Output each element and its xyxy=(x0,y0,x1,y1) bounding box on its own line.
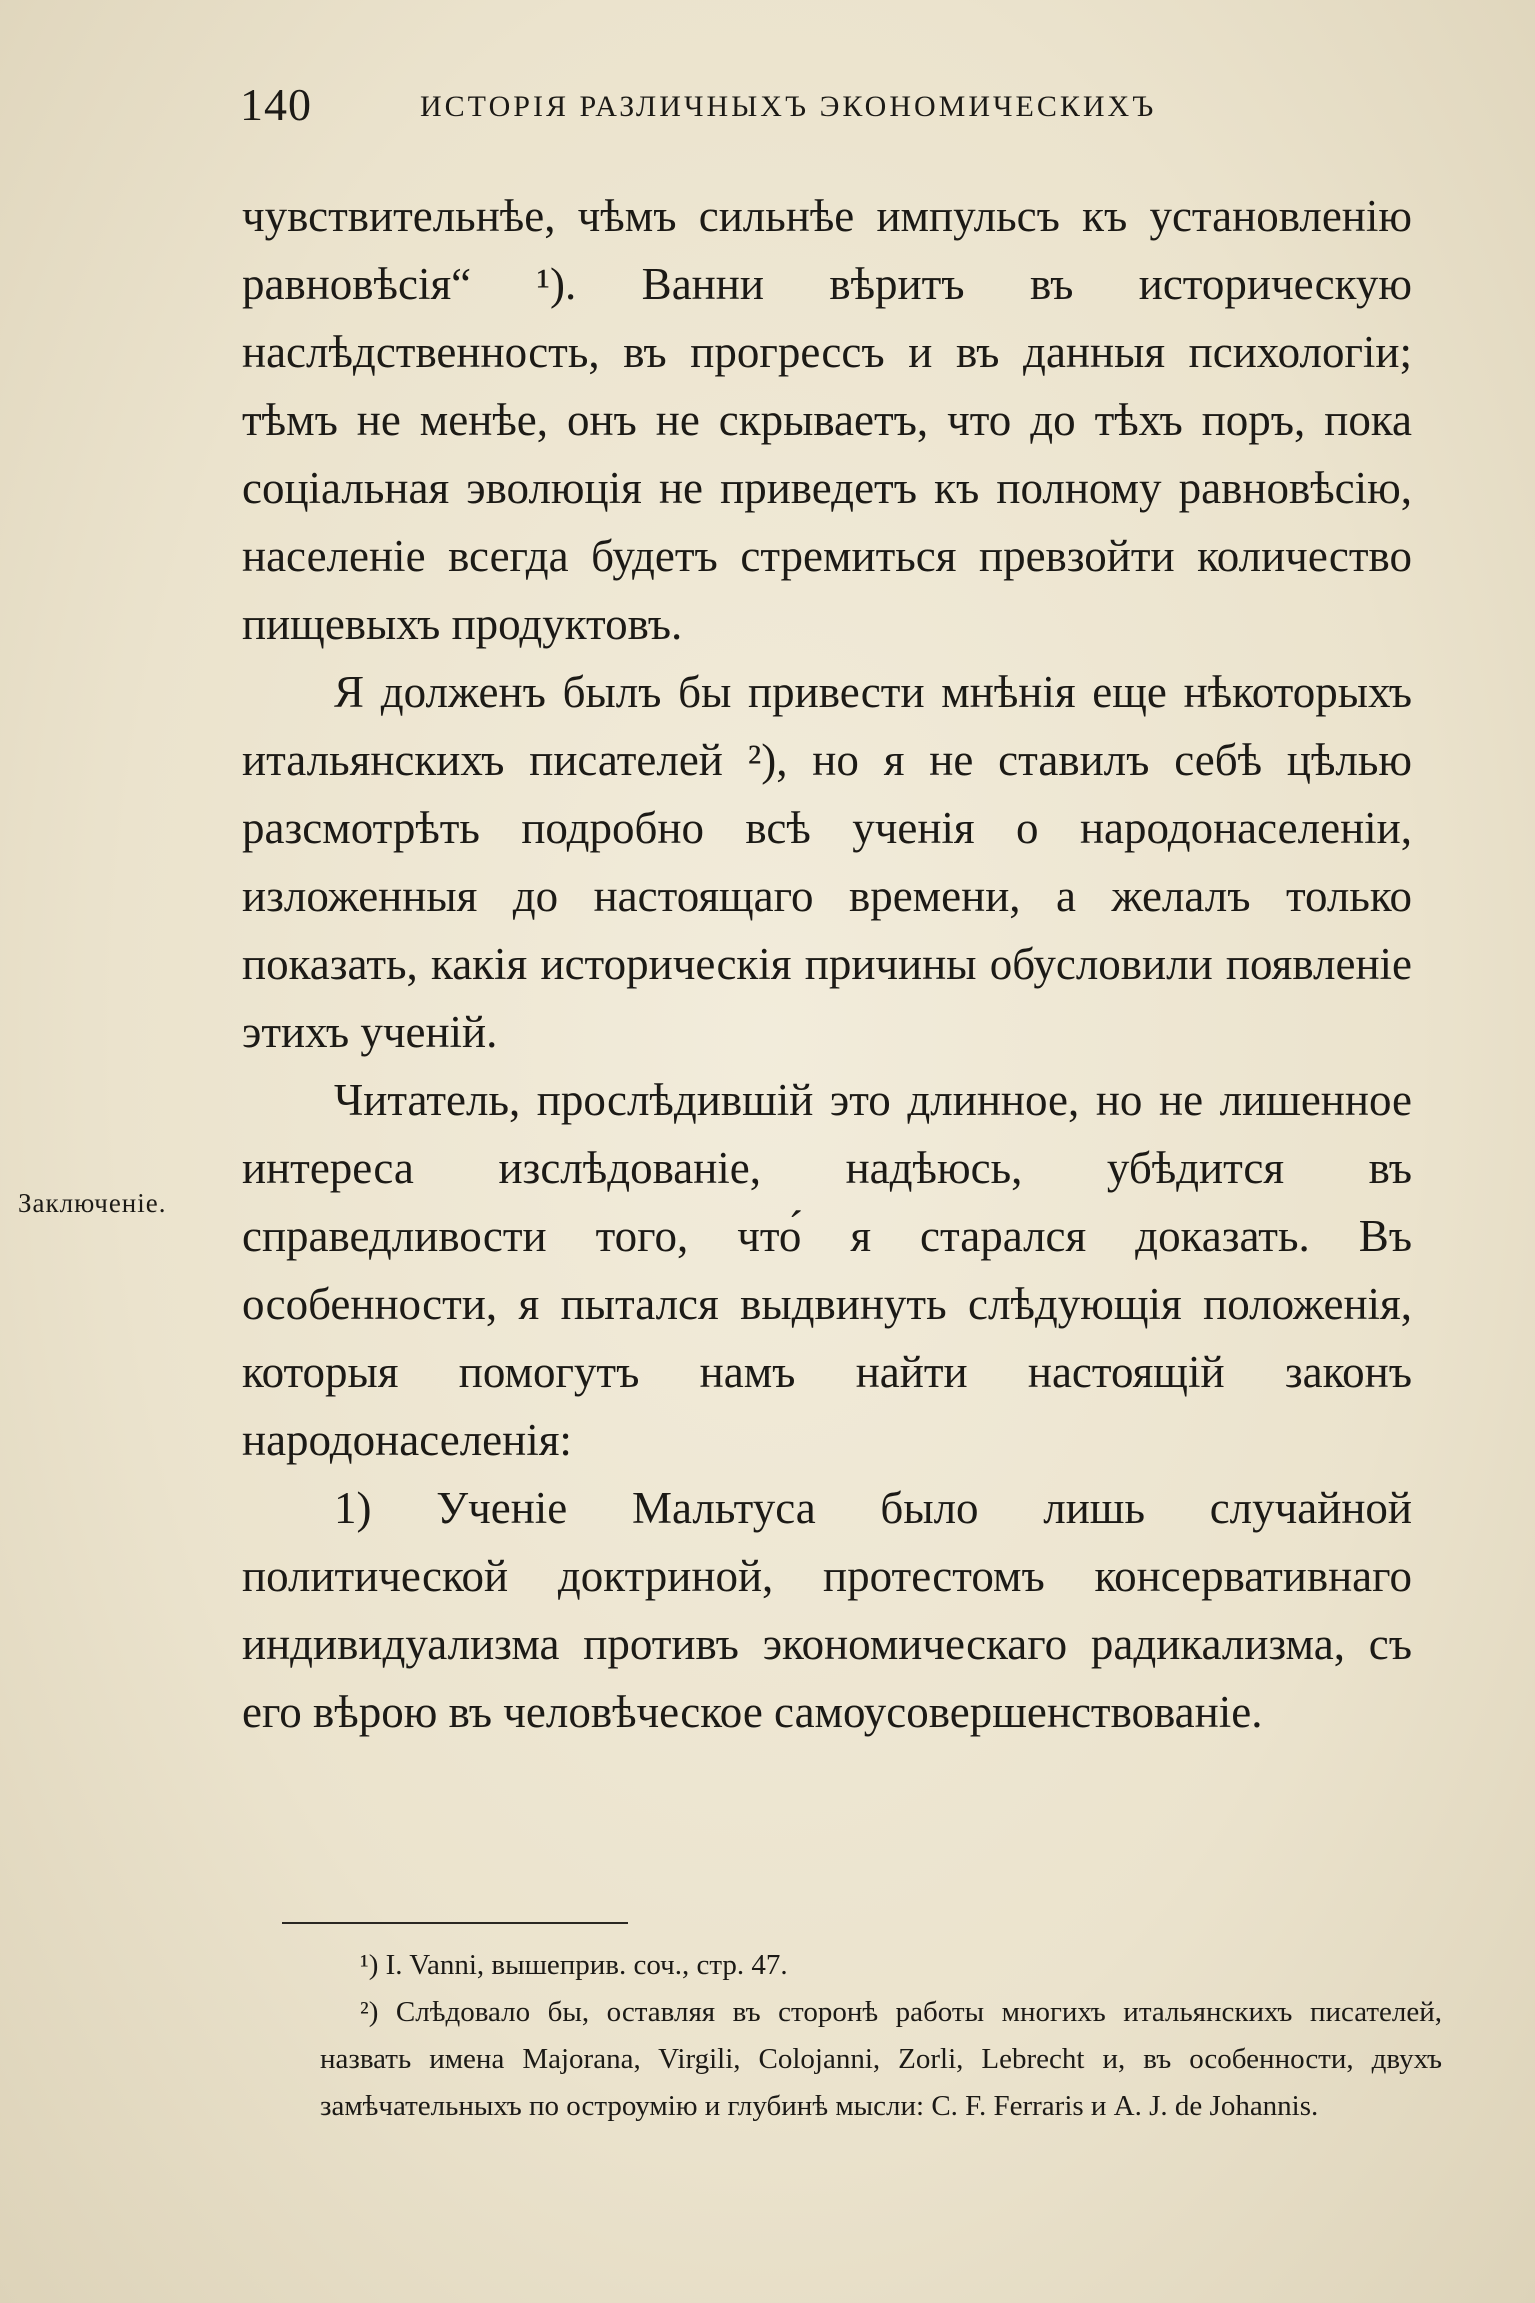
footnotes xyxy=(320,1942,1442,2130)
page-header xyxy=(240,78,1390,148)
running-head: ИСТОРІЯ РАЗЛИЧНЫХЪ ЭКОНОМИЧЕСКИХЪ xyxy=(420,90,1157,123)
paragraph-italian-writers: Я долженъ былъ бы привести мнѣнія еще нѣкоторыхъ итальянскихъ писателей ²), но я не ставилъ себѣ цѣлью разсмотрѣть подробно всѣ ученія о народонаселеніи, изложенныя до настоящаго времени, а желалъ только показать, какія историческія причины обусловили появленіе этихъ ученій. xyxy=(242,667,1412,1057)
footnote-divider xyxy=(282,1922,628,1924)
footnote-2: ²) Слѣдовало бы, оставляя въ сторонѣ работы многихъ итальянскихъ писателей, назвать имена Majorana, Virgili, Colojanni, Zorli, Lebrecht и, въ особенности, двухъ замѣчательныхъ по остроумію и глубинѣ мысли: C. F. Ferraris и A. J. de Johannis. xyxy=(320,1996,1442,2122)
paragraph-point-1: 1) Ученіе Мальтуса было лишь случайной политической доктриной, протестомъ консервативнаго индивидуализма противъ экономическаго радикализма, съ его вѣрою въ человѣческое самоусовершенствованіе. xyxy=(242,1483,1412,1737)
footnote-1: ¹) I. Vanni, вышеприв. соч., стр. 47. xyxy=(360,1949,788,1981)
paragraph-conclusion: Читатель, прослѣдившій это длинное, но не лишенное интереса изслѣдованіе, надѣюсь, убѣдится въ справедливости того, что́ я старался доказать. Въ особенности, я пытался выдвинуть слѣдующія положенія, которыя помогутъ намъ найти настоящій законъ народонаселенія: xyxy=(242,1075,1412,1465)
page-number: 140 xyxy=(240,79,312,130)
margin-note: Заключеніе. xyxy=(18,1188,167,1218)
paragraph-continuation: чувствительнѣе, чѣмъ сильнѣе импульсъ къ установленію равновѣсія“ ¹). Ванни вѣритъ въ историческую наслѣдственность, въ прогрессъ и въ данныя психологіи; тѣмъ не менѣе, онъ не скрываетъ, что до тѣхъ поръ, пока соціальная эволюція не приведетъ къ полному равновѣсію, населеніе всегда будетъ стремиться превзойти количество пищевыхъ продуктовъ. xyxy=(242,191,1412,649)
main-text xyxy=(242,182,1412,1746)
